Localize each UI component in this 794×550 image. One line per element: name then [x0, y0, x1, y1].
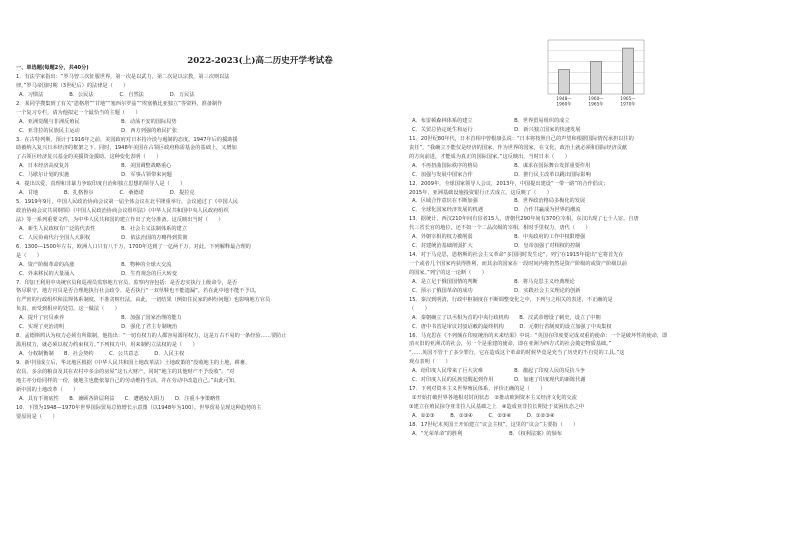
left-text-line: 有严密的行政组织和法规体系制度，不准贪赃枉法。由此，一切结果（例如住民家的纠纷问题）也影响地方官员	[16, 297, 271, 304]
left-text-line: A．分权制衡制 B．社会契约 C．公共意志 D．人民主权	[19, 351, 185, 357]
left-text-line: 要原因是（ ）	[16, 413, 58, 420]
left-text-line: 9．新中国成立后，华北地区根据《中华人民共和国土地改革法》土地政策的“没收地主的土地，耕畜、	[16, 359, 251, 366]
right-text-line: 17．下列对资本主义世界殖民体系，评价正确的是（ ）	[409, 386, 546, 393]
exam-title: 2022-2023(上)高二历史开学考试卷	[187, 56, 333, 66]
right-text-line: A．①②③ B．①③④ C．②③④ D．①②③④	[412, 412, 555, 419]
left-text-line: 负责，而受到相应的处罚。这一做法（ ）	[16, 306, 120, 313]
left-text-line: 恪尽职守，地方官员是否合理地执行社会政令、是否执行“一双草鞋也不能遗漏”。若在此中地不能不予以，	[16, 288, 261, 295]
left-text-line: 10．下图为1948—1970年世界国际贸易总值增长示意图（以1948年为100）。世界贸易呈现这种趋势的主	[16, 404, 262, 411]
right-text-line: 的国家。”列宁的这一论断（ ）	[409, 269, 487, 276]
left-text-line: 了占领区经济复兴基金的美援资金援助。这种变化表明（ ）	[16, 154, 162, 161]
right-text-line: C．封建统治基础削弱扩大 D．皇帝加强了对相权的控制	[412, 243, 581, 250]
left-text-line: A．具有不彻底性 B．兼顾各阶层利益 C．遭遇较大阻力 D．注重斗争策略性	[19, 395, 221, 402]
left-text-line: 8．孟德斯鸠认为权力必须有所限制，他指出：“一切有权力的人都容易滥用权力，这是万古不易的一条经验……要防止	[16, 333, 287, 340]
left-text-line: 是（ ）	[16, 252, 42, 259]
right-text-line: A．区域合作意识在不断加强 B．世界政治格局多极化的发展	[412, 198, 586, 205]
left-text-line: A．日本经济高度复苏 B．美国调整战略重心	[19, 163, 172, 170]
right-text-line: C．对印度人民的民族觉醒起到作用 D．加速了印度现代的新陈代谢	[412, 377, 586, 384]
right-text-line: 2015年，亚洲基础设施投资银行正式成立。这反映了（ ）	[409, 189, 552, 196]
right-text-line: A．秦朝确立了以丞相为首的中央行政机构 B．汉武帝增设了刺史，设立了中朝	[412, 314, 601, 321]
left-text-line: 5．1919年9月，中国人民政治协商会议第一届全体会议在北平隆重举行，会议通过了《中国人民	[16, 199, 239, 206]
left-text-line: A．亚洲觉醒与非洲反殖民 B．动荡不安的国际局势	[19, 118, 177, 125]
left-text-line: 7．印加王利用中央统官员和巡视员监察地方官员，监察内容包括：是否忠实执行上级命令，是否	[16, 279, 238, 286]
left-text-line: A．资产阶级革命的高涨 B．物种的全球大交流	[19, 261, 172, 268]
left-text-line: 法》等一系列重要文件，为中华人民共和国的建立作出了充分准备。这反映出当时（ ）	[16, 216, 224, 223]
right-text-line: 12．2009年，全球国家领导人会议，2013年，中国提出建设“一带一路”的合作倡议；	[409, 180, 609, 187]
left-text-line: 农具、多余的粮食及其在农村中多余的房屋”这五大财产，同时“地主的其他财产不予没收”。“对	[16, 368, 235, 375]
left-text-line: 一、单选题(每题2分，共40分)	[16, 65, 89, 71]
x-tick-label: 1965年	[588, 102, 604, 108]
right-column	[409, 117, 784, 439]
right-text-line: 14．对于马克思，恩格斯的社会主义革命“多国同时发生论”，列宁在1915年提出“它将首先在	[409, 252, 624, 259]
bar-chart-svg	[540, 36, 652, 116]
x-tick-label: 1965—	[620, 97, 636, 102]
right-text-line: A．不再扭曲国际秩序的格局 B．谋求在国际舞台发挥重要作用	[412, 162, 591, 169]
right-text-line: 18．17世纪末英国王开始建立“议会主权”。这里的“议会”主要指（ ）	[409, 421, 579, 428]
trade-growth-chart	[540, 36, 652, 116]
left-text-line: 1．有法学家指出：“罗马曾三次征服世界，第一次是以武力，第二次是以宗教，第三次则以法	[16, 73, 230, 80]
right-text-line: 15．秦汉到明清，行政中枢制度在不断调整变化之中，下列与之相关的表述，不正确的是	[409, 296, 613, 303]
right-text-line: A．给印度人民带来了巨大灾难 B．激起了印度人民的反抗斗争	[412, 368, 586, 375]
right-text-line: “……英国不管干了多少罪行，它在造成这个革命的时候毕竟是充当了历史的不自觉的工具。”这	[409, 350, 625, 357]
left-column	[16, 64, 398, 422]
x-tick-label: 1960—	[588, 97, 604, 102]
right-text-line: 13．据统计，西汉210年间有宦者15人，唐朝代290年间有370位宰相，东汉出现了七十人宦。自唐	[409, 216, 639, 223]
left-text-line: A．习惯法 B．公民法 C．自然法 D．万民法	[19, 91, 195, 98]
left-text-line: 新中国的土地改革（ ）	[16, 386, 79, 393]
right-text-line: C．唐中书省是审议封驳诏敕的最终机构 D．元朝行省制度的设立加强了中央集权	[412, 323, 612, 330]
left-text-line: 滥用权力，就必须以权力约束权力。”下列权力中，用来制约立法权的是（ ）	[16, 342, 198, 349]
left-text-line: 一个复习专栏，请为他拟定一个最恰当的主题（ ）	[16, 109, 141, 116]
left-text-line: 助被纳入复兴日本经济的框架之下。同时，1948年美国在占领区政府称需基金的基础上，又增加	[16, 145, 237, 152]
left-text-line: 2．某同学搜集到了有关“恩格塔”“甘地”“塞西尔罗兹”“埃塞俄比亚独立”等资料，准备制作	[16, 100, 223, 107]
right-text-line: C．关贸总协定诞生和运行 D．新兴独立国家的快速发展	[412, 126, 581, 133]
left-text-line: C．亚非拉的民族民主运动 D．西方列强的殖民扩张	[19, 127, 178, 134]
left-text-line: A．新生人民政权有广泛的代表性 B．社会主义法制体系的建立	[19, 225, 187, 232]
left-text-line: A．提升了官员素养 B．加强了国家治理的能力	[19, 315, 182, 322]
right-text-line: 消灭旧的亚洲式的社会，另一个是重建的使命，即在亚洲为西方式的社会奠定物质基础。”	[409, 341, 612, 348]
left-text-line: C．外来移民的大量涌入 D．生育观念的巨大转变	[19, 270, 178, 277]
left-text-line: C．马歇尔计划的实施 D．军事占领带来问题	[19, 172, 172, 179]
left-text-line: 政治协商会议共同纲领》《中国人民政治协商会议组织法》《中华人民共和国中央人民政府组织	[16, 208, 229, 214]
right-text-line: A．“光荣革命”的胜利 B．《权利法案》的颁布	[412, 430, 562, 437]
right-text-line: 一个或者几个国家内获得胜利，而其余的国家在一段时间内将仍然是资产阶级的或资产阶级以前	[409, 261, 627, 267]
right-text-line: ③建立在殖民掠夺亚非拉人民基础之上 ④造成亚非拉长期处于贫困状态之中	[409, 404, 585, 410]
right-text-line: C．加强与发展中国家合作 D．推行民主改革以跳出国际影响	[412, 171, 591, 178]
left-text-line: 4．提出以爱、真理和非暴力争取印度自治和独立思想的领导人是（ ）	[16, 181, 186, 188]
left-text-line: A．甘地 B．扎格鲁尔 C．桑德诺 D．提拉克	[19, 190, 195, 197]
right-text-line: C．全球化国家经济发展的机遇 D．合作共赢成为世界的潮流	[412, 207, 581, 214]
x-tick-label: 1970年	[620, 102, 636, 108]
right-text-line: 观点表明（ ）	[409, 359, 451, 366]
right-text-line: A．布雷顿森林体系的建立 B．世界贸易组织的成立	[412, 118, 570, 124]
bar	[623, 48, 634, 94]
left-text-line: 地主亦分给同样的一份，使地主也能依靠自己的劳动维持生活，并在劳动中改造自己。”由此可知，	[16, 377, 240, 384]
right-text-line: 16．马克思在《不列颠在印度统治的未来结果》中说：“英国在印度要完成双重的使命：一个是破坏性的使命，即	[409, 332, 668, 339]
left-text-line: C．人民协商代行全国人大职权 D．依法治国的方略得到贯彻	[19, 234, 188, 241]
right-text-line: 责任”，“我确立不能仅是经济的国家，作为世界的国家，在文化、政治上就必须和国际经济贡献	[409, 144, 628, 151]
right-text-line: 代三省长官的地位，还不如一个二品次级的宰相，相时手里权力，唐代（ ）	[409, 225, 591, 232]
left-text-line: 律。”罗马帝国时期（3世纪后）的法律是（ ）	[16, 82, 129, 89]
right-text-line: A．外朝宰相的权力被削弱 B．中央政府的工作中权限增强	[412, 234, 586, 241]
bar	[591, 62, 602, 94]
left-text-line: 3．在古特列斯，预计于1916年之前，美国政府对日本持冷淡与遏制的态度。1947年后的援助援	[16, 136, 238, 143]
right-text-line: 的方向前进，才能成为真正的国际国家。”这反映出，当时日本（ ）	[409, 153, 570, 160]
left-text-line: 6．1300—1500年左右，欧洲人口只有八千万，1700年达到了一亿两千万。对此，下列解释最合理的	[16, 243, 251, 250]
right-text-line: 11．20世纪80年代，日本首相中曾根康弘说：“日本将按照自己的声望和根据国际情况承担以往的	[409, 135, 634, 142]
right-text-line: （ ）	[409, 305, 430, 312]
right-text-line: ①开始打破世界各地相对封闭状态 ②推动欧洲资本主义经济文化的交流	[412, 395, 577, 402]
x-tick-label: 1948—	[556, 97, 572, 102]
right-text-line: C．预示了俄国革命的成功 D．实践社会主义理论的创新	[412, 287, 581, 294]
right-text-line: A．是立足于俄国国情的判断 B．将马克思主义经典理论	[412, 278, 575, 285]
bar	[559, 70, 570, 94]
left-text-line: C．实现了吏治清明 D．强化了君主专制统治	[19, 324, 178, 331]
x-tick-label: 1960年	[556, 102, 572, 108]
